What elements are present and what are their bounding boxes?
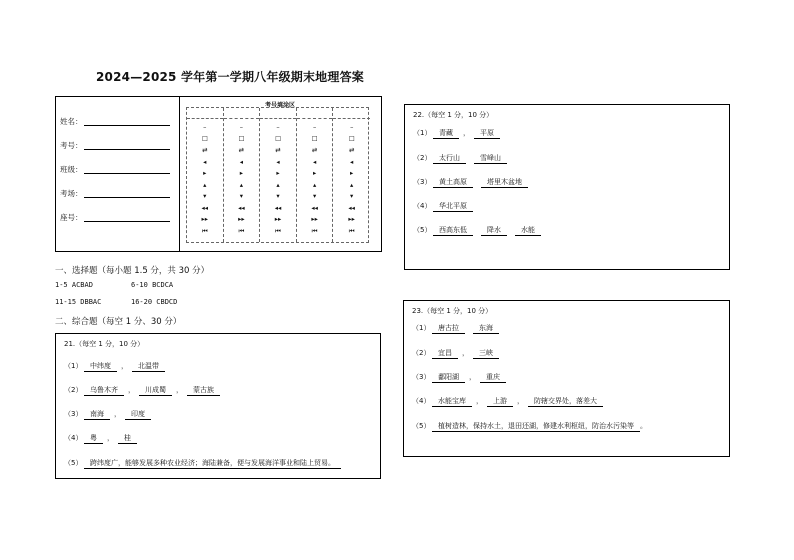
fill-bubble[interactable]: – [350, 123, 354, 131]
fill-bubble[interactable]: ⏮ [238, 226, 245, 235]
fill-bubble[interactable]: ▾ [203, 192, 207, 200]
exam-number-field[interactable] [60, 140, 170, 151]
fill-bubble[interactable]: ◂◂ [201, 203, 209, 212]
fill-bubble[interactable]: ◂ [276, 157, 280, 166]
separator: ， [121, 362, 128, 370]
q23-row [412, 372, 506, 383]
q21-row [64, 433, 137, 444]
separator: ， [176, 386, 183, 394]
answers-16-20: 16-20 CBDCD [131, 298, 178, 306]
fill-bubble[interactable]: ☐ [201, 134, 208, 143]
answer-blank: 粤 [84, 434, 103, 444]
fill-bubble[interactable]: ▸▸ [348, 215, 355, 223]
fill-bubble[interactable]: – [239, 123, 244, 131]
fill-bubble[interactable]: ▴ [239, 180, 244, 189]
fill-bubble[interactable]: ☐ [238, 134, 245, 143]
fill-bubble[interactable]: ◂ [239, 157, 244, 166]
q21-box [55, 333, 381, 479]
row-tail: 。 [640, 422, 647, 430]
answer-blank: 印度 [125, 410, 151, 420]
answer-blank: 上游 [487, 397, 513, 407]
fill-bubble[interactable]: ⇄ [348, 146, 355, 154]
row-number: （2） [413, 154, 432, 162]
answer-blank: 华北平原 [433, 202, 473, 212]
fill-bubble[interactable]: ⇄ [202, 146, 208, 154]
answer-blank: 黄土高原 [433, 178, 473, 188]
q21-row [64, 409, 151, 420]
fill-bubble[interactable]: ▾ [350, 192, 354, 200]
row-number: （5） [413, 226, 432, 234]
fill-column [187, 108, 224, 242]
fill-bubble[interactable]: ▾ [239, 192, 244, 200]
q21-title: 21.（每空 1 分，10 分） [64, 340, 145, 348]
answer-blank: 重庆 [480, 373, 506, 383]
page-title: 2024—2025 学年第一学期八年级期末地理答案 [96, 70, 364, 84]
answers-11-15: 11-15 DBBAC [55, 298, 102, 306]
fill-bubble[interactable]: ◂ [203, 157, 207, 166]
seat-label: 座号： [60, 213, 83, 222]
class-label: 班级： [60, 165, 83, 174]
answers-6-10: 6-10 BCDCA [131, 281, 174, 289]
row-number: （2） [64, 386, 83, 394]
q22-row [413, 177, 528, 188]
fill-bubble[interactable]: ▾ [276, 192, 280, 200]
fill-bubble[interactable]: ▸ [350, 169, 354, 177]
exam-number-fill-grid [186, 107, 369, 243]
class-field[interactable] [60, 164, 170, 175]
row-number: （4） [412, 397, 431, 405]
q22-row [413, 128, 500, 139]
fill-column [333, 108, 370, 242]
answer-blank: 青藏 [433, 129, 459, 139]
row-number: （5） [412, 422, 431, 430]
answer-blank: 平原 [474, 129, 500, 139]
exam-room-label: 考场： [60, 189, 83, 198]
row-number: （2） [412, 349, 431, 357]
section1-heading: 一、选择题（每小题 1.5 分，共 30 分） [55, 266, 210, 276]
q23-box [403, 300, 730, 457]
q21-row [64, 458, 341, 469]
answer-blank: 跨纬度广，能够发展多种农业经济；海陆兼备，便与发展海洋事业和陆上贸易。 [84, 459, 341, 469]
answer-blank: 桂 [118, 434, 137, 444]
fill-bubble[interactable]: ▸ [239, 169, 244, 177]
fill-bubble[interactable]: ▸▸ [311, 215, 318, 223]
fill-bubble[interactable]: ▸▸ [274, 215, 282, 223]
answer-blank: 三峡 [473, 349, 499, 359]
answer-blank: 宜昌 [432, 349, 458, 359]
answer-blank: 植树造林，保持水土，退田还湖，修建水利枢纽，防治水污染等 [432, 422, 640, 432]
q22-row [413, 201, 473, 212]
fill-bubble[interactable]: ▴ [312, 180, 317, 189]
fill-bubble[interactable]: ⏮ [201, 226, 208, 235]
q22-row [413, 153, 507, 164]
name-field[interactable] [60, 116, 170, 127]
answer-blank: 川成蜀 [139, 386, 172, 396]
fill-column [297, 108, 334, 242]
exam-room-field[interactable] [60, 188, 170, 199]
row-number: （1） [64, 362, 83, 370]
answer-blank: 东海 [473, 324, 499, 334]
fill-bubble[interactable]: ◂ [350, 157, 354, 166]
row-number: （4） [413, 202, 432, 210]
q22-title: 22.（每空 1 分，10 分） [413, 111, 494, 119]
separator: ， [107, 434, 114, 442]
separator: ， [476, 397, 483, 405]
fill-bubble[interactable]: ◂ [312, 157, 317, 166]
fill-bubble[interactable]: ▸▸ [201, 215, 209, 223]
separator: ， [128, 386, 135, 394]
q21-row [64, 385, 220, 396]
fill-bubble[interactable]: ☐ [348, 134, 355, 143]
separator: ， [463, 129, 470, 137]
fill-bubble[interactable]: ▸ [276, 169, 280, 177]
answer-blank: 乌鲁木齐 [84, 386, 124, 396]
fill-bubble[interactable]: ▴ [276, 180, 280, 189]
section2-heading: 二、综合题（每空 1 分、30 分） [55, 317, 182, 327]
answer-blank: 太行山 [433, 154, 466, 164]
q23-row [412, 348, 499, 359]
row-number: （3） [413, 178, 432, 186]
fill-bubble[interactable]: ☐ [275, 134, 281, 143]
fill-bubble[interactable]: ⏮ [311, 226, 318, 235]
fill-bubble[interactable]: ⇄ [311, 146, 318, 154]
fill-area-title: 考号填涂区 [264, 102, 295, 109]
answers-1-5: 1-5 ACBAD [55, 281, 93, 289]
answer-blank: 水能 [515, 226, 541, 236]
name-label: 姓名： [60, 117, 83, 126]
separator: ， [469, 373, 476, 381]
separator: ， [462, 349, 469, 357]
answer-blank: 中纬度 [84, 362, 117, 372]
answer-blank: 鄱阳湖 [432, 373, 465, 383]
fill-bubble[interactable]: ▸▸ [238, 215, 245, 223]
fill-bubble[interactable]: ☐ [311, 134, 318, 143]
answer-blank: 西高东低 [433, 226, 473, 236]
fill-bubble[interactable]: ⇄ [238, 146, 245, 154]
fill-bubble[interactable]: – [203, 123, 207, 131]
fill-bubble[interactable]: ◂◂ [274, 203, 282, 212]
q21-row [64, 361, 165, 372]
answer-blank: 降水 [481, 226, 507, 236]
answer-blank: 蒙古族 [187, 386, 220, 396]
answer-blank: 唐古拉 [432, 324, 465, 334]
separator: ， [517, 397, 524, 405]
fill-bubble[interactable]: ◂◂ [238, 203, 245, 212]
fill-bubble[interactable]: ◂◂ [348, 203, 355, 212]
fill-bubble[interactable]: ▾ [312, 192, 317, 200]
answer-blank: 南海 [84, 410, 110, 420]
answer-blank: 水能宝库 [432, 397, 472, 407]
q23-title: 23.（每空 1 分，10 分） [412, 307, 493, 315]
fill-bubble[interactable]: ⏮ [275, 226, 281, 235]
row-number: （3） [64, 410, 83, 418]
fill-bubble[interactable]: ▴ [203, 180, 207, 189]
q23-row [412, 421, 647, 432]
q22-box [404, 104, 730, 270]
fill-bubble[interactable]: ⏮ [348, 226, 355, 235]
fill-column [224, 108, 261, 242]
separator: ， [114, 410, 121, 418]
answer-blank: 北温带 [132, 362, 165, 372]
row-number: （1） [413, 129, 432, 137]
answer-blank: 塔里木盆地 [481, 178, 528, 188]
student-info-box [55, 96, 382, 252]
row-number: （3） [412, 373, 431, 381]
fill-bubble[interactable]: – [276, 123, 280, 131]
row-number: （5） [64, 459, 83, 467]
fill-bubble[interactable]: – [312, 123, 317, 131]
seat-field[interactable] [60, 212, 170, 223]
q22-row [413, 225, 541, 236]
fill-bubble[interactable]: ▸ [312, 169, 317, 177]
fill-column [260, 108, 297, 242]
q23-row [412, 323, 499, 334]
fill-bubble[interactable]: ◂◂ [311, 203, 318, 212]
row-number: （4） [64, 434, 83, 442]
exam-number-label: 考号： [60, 141, 83, 150]
answer-blank: 雪峰山 [474, 154, 507, 164]
row-number: （1） [412, 324, 431, 332]
answer-blank: 防辖交界处，落差大 [528, 397, 603, 407]
fill-bubble[interactable]: ▸ [203, 169, 207, 177]
fill-bubble[interactable]: ⇄ [275, 146, 281, 154]
q23-row [412, 396, 603, 407]
fill-bubble[interactable]: ▴ [350, 180, 354, 189]
